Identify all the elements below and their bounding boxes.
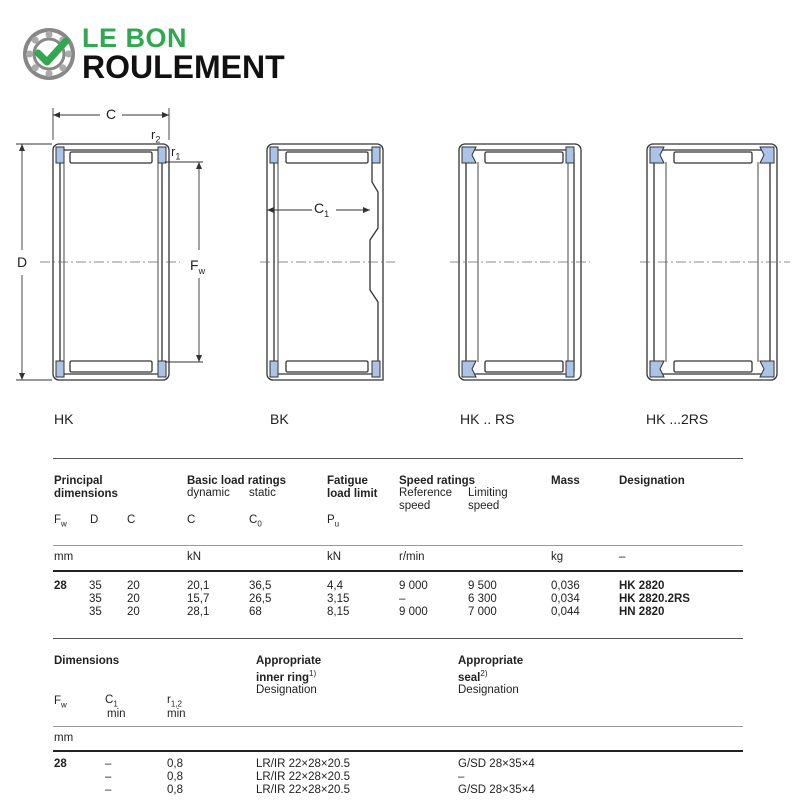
table2-top-rule bbox=[53, 638, 743, 639]
t1-cell-stat: 68 bbox=[249, 606, 262, 618]
t1-header-static: static bbox=[249, 487, 276, 499]
type-label-hk: HK bbox=[54, 411, 74, 427]
drawing-hk-2rs bbox=[640, 144, 790, 380]
drawing-bk bbox=[260, 144, 395, 380]
t1-unit-kn: kN bbox=[187, 551, 202, 563]
t1-header-mass: Mass bbox=[551, 475, 580, 487]
t1-header-basic: Basic load ratings bbox=[187, 475, 287, 487]
t1-header-fatigue: Fatigue load limit bbox=[327, 475, 378, 500]
logo-text-top: LE BON bbox=[82, 23, 188, 53]
t2-cell-c1: – bbox=[105, 784, 112, 796]
t1-units-rule bbox=[53, 545, 743, 546]
t1-cell-mass: 0,036 bbox=[551, 580, 580, 592]
t1-header-limiting: Limiting speed bbox=[468, 487, 508, 512]
dim-c1-label: $C_1$ bbox=[314, 200, 330, 219]
t1-unit-rmin: r/min bbox=[399, 551, 425, 563]
t1-cell-des: HK 2820.2RS bbox=[619, 593, 690, 605]
t1-cell-mass: 0,034 bbox=[551, 593, 580, 605]
t1-cell-lim: 6 300 bbox=[468, 593, 497, 605]
bearing-drawings bbox=[0, 100, 800, 400]
t2-cell-r: 0,8 bbox=[167, 771, 183, 783]
t1-sym-c-dyn: C bbox=[187, 514, 196, 526]
type-label-bk: BK bbox=[270, 411, 289, 427]
t2-data-rule bbox=[53, 750, 743, 752]
t2-cell-inner: LR/IR 22×28×20.5 bbox=[256, 784, 350, 796]
t1-cell-pu: 8,15 bbox=[327, 606, 350, 618]
logo-text-bottom: ROULEMENT bbox=[82, 49, 285, 85]
t1-cell-stat: 36,5 bbox=[249, 580, 272, 592]
table1-top-rule bbox=[53, 458, 743, 459]
bearing-check-icon bbox=[22, 26, 78, 82]
type-label-hk-rs: HK .. RS bbox=[460, 411, 515, 427]
t1-unit-mm: mm bbox=[54, 551, 74, 563]
t1-sym-pu: $P_u$ bbox=[327, 514, 340, 529]
t2-header-dimensions: Dimensions bbox=[54, 655, 120, 667]
t1-sym-d: D bbox=[90, 514, 99, 526]
t1-cell-dyn: 15,7 bbox=[187, 593, 210, 605]
t1-cell-ref: – bbox=[399, 593, 406, 605]
t1-header-designation: Designation bbox=[619, 475, 685, 487]
t2-cell-c1: – bbox=[105, 771, 112, 783]
t1-cell-c: 20 bbox=[127, 593, 140, 605]
t1-cell-des: HN 2820 bbox=[619, 606, 665, 618]
t2-sym-r12: $r_{1,2}$ min bbox=[167, 694, 186, 721]
t2-sym-c1: $C_1$ min bbox=[105, 694, 126, 721]
t1-cell-ref: 9 000 bbox=[399, 580, 428, 592]
drawing-hk-rs bbox=[450, 144, 590, 380]
t1-cell-c: 20 bbox=[127, 580, 140, 592]
dim-d-label: D bbox=[17, 254, 28, 270]
t1-cell-lim: 7 000 bbox=[468, 606, 497, 618]
t2-header-inner-ring: Appropriate inner ring$^{1)}$ Designation bbox=[256, 655, 322, 696]
dim-fw-label: $F_w$ bbox=[190, 257, 206, 276]
t1-cell-lim: 9 500 bbox=[468, 580, 497, 592]
type-label-hk-2rs: HK ...2RS bbox=[646, 411, 709, 427]
t1-unit-kg: kg bbox=[551, 551, 564, 563]
t1-cell-pu: 3,15 bbox=[327, 593, 350, 605]
t1-cell-dyn: 20,1 bbox=[187, 580, 210, 592]
t2-header-seal: Appropriate seal$^{2)}$ Designation bbox=[458, 655, 524, 696]
t2-cell-c1: – bbox=[105, 758, 112, 770]
t2-cell-r: 0,8 bbox=[167, 758, 183, 770]
t2-cell-seal: – bbox=[458, 771, 465, 783]
t1-cell-dyn: 28,1 bbox=[187, 606, 210, 618]
t1-unit-dash: – bbox=[619, 551, 626, 563]
dim-c-label: C bbox=[106, 106, 117, 122]
t2-units-rule bbox=[53, 726, 743, 727]
t1-cell-pu: 4,4 bbox=[327, 580, 343, 592]
t1-data-rule bbox=[53, 570, 743, 572]
t1-cell-stat: 26,5 bbox=[249, 593, 272, 605]
t2-cell-seal: G/SD 28×35×4 bbox=[458, 758, 535, 770]
t1-cell-fw: 28 bbox=[54, 580, 67, 592]
t1-cell-d: 35 bbox=[89, 606, 102, 618]
t1-sym-fw: $F_w$ bbox=[54, 514, 67, 529]
dim-r2-label: $r_2$ bbox=[151, 127, 161, 145]
t2-cell-inner: LR/IR 22×28×20.5 bbox=[256, 758, 350, 770]
t1-sym-c0: $C_0$ bbox=[249, 514, 262, 529]
t1-unit-kn2: kN bbox=[327, 551, 342, 563]
dim-r1-label: $r_1$ bbox=[171, 144, 181, 162]
t1-cell-d: 35 bbox=[89, 580, 102, 592]
t1-cell-des: HK 2820 bbox=[619, 580, 665, 592]
t1-header-speed: Speed ratings bbox=[399, 475, 476, 487]
t1-header-principal: Principal dimensions bbox=[54, 475, 118, 500]
t1-cell-mass: 0,044 bbox=[551, 606, 580, 618]
t1-cell-c: 20 bbox=[127, 606, 140, 618]
t2-cell-inner: LR/IR 22×28×20.5 bbox=[256, 771, 350, 783]
t2-cell-r: 0,8 bbox=[167, 784, 183, 796]
t1-cell-d: 35 bbox=[89, 593, 102, 605]
t1-header-reference: Reference speed bbox=[399, 487, 453, 512]
t1-sym-c: C bbox=[127, 514, 136, 526]
t2-unit-mm: mm bbox=[54, 732, 74, 744]
t2-sym-fw: $F_w$ bbox=[54, 695, 67, 710]
t1-cell-ref: 9 000 bbox=[399, 606, 428, 618]
t2-cell-fw: 28 bbox=[54, 758, 67, 770]
t1-header-dynamic: dynamic bbox=[187, 487, 230, 499]
t2-cell-seal: G/SD 28×35×4 bbox=[458, 784, 535, 796]
